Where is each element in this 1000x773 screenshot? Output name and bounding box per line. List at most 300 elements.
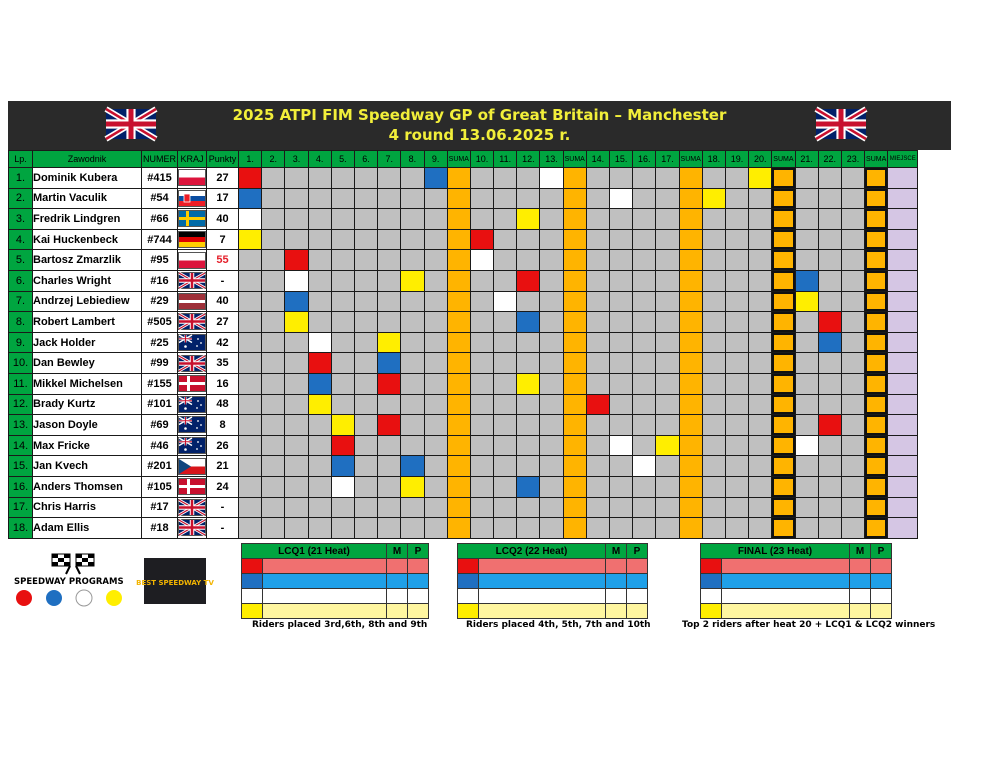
lcq2-note: Riders placed 4th, 5th, 7th and 10th	[466, 620, 651, 630]
heat-cell	[401, 394, 424, 415]
flag-gb-icon	[178, 272, 206, 289]
heat-cell	[725, 373, 748, 394]
suma-cell	[563, 415, 586, 436]
heat-cell	[725, 456, 748, 477]
heat-cell	[262, 497, 285, 518]
rider-lp: 12.	[9, 394, 33, 415]
heat-cell	[586, 394, 609, 415]
heat-cell	[494, 456, 517, 477]
heat-cell	[702, 188, 725, 209]
rider-row	[9, 353, 918, 374]
heat-cell	[540, 168, 563, 189]
rider-number: #54	[142, 188, 178, 209]
suma-cell	[772, 435, 795, 456]
heat-cell	[262, 209, 285, 230]
lcq-row	[701, 589, 892, 604]
heat-cell	[401, 373, 424, 394]
heat-cell	[401, 353, 424, 374]
lcq-p: P	[871, 544, 892, 559]
heat-cell	[586, 270, 609, 291]
heat-cell	[354, 497, 377, 518]
rider-name: Fredrik Lindgren	[33, 209, 142, 230]
col-suma: SUMA	[772, 151, 795, 168]
suma-cell	[447, 476, 470, 497]
heat-cell	[517, 291, 540, 312]
heat-cell	[818, 312, 841, 333]
heat-cell	[702, 518, 725, 539]
rider-points: 8	[207, 415, 239, 436]
heat-cell	[308, 435, 331, 456]
uk-flag-icon	[816, 109, 866, 139]
heat-cell	[401, 168, 424, 189]
place-cell	[888, 497, 918, 518]
heat-cell	[818, 209, 841, 230]
rider-row	[9, 332, 918, 353]
heat-cell	[424, 188, 447, 209]
suma-cell	[679, 435, 702, 456]
heat-cell	[239, 209, 262, 230]
heat-cell	[610, 250, 633, 271]
heat-cell	[633, 188, 656, 209]
heat-cell	[749, 373, 772, 394]
heat-cell	[239, 476, 262, 497]
heat-cell	[354, 353, 377, 374]
heat-cell	[610, 518, 633, 539]
heat-cell	[795, 332, 818, 353]
heat-cell	[239, 456, 262, 477]
heat-cell	[818, 373, 841, 394]
heat-cell	[470, 394, 493, 415]
suma-cell	[679, 168, 702, 189]
place-cell	[888, 250, 918, 271]
lcq-m: M	[387, 544, 408, 559]
suma-cell	[679, 373, 702, 394]
heat-cell	[610, 270, 633, 291]
heat-cell	[494, 476, 517, 497]
col-suma: SUMA	[679, 151, 702, 168]
heat-cell	[841, 332, 864, 353]
heat-cell	[517, 312, 540, 333]
suma-cell	[563, 312, 586, 333]
heat-cell	[331, 353, 354, 374]
results-grid	[8, 150, 918, 539]
col-heat: 7.	[378, 151, 401, 168]
heat-cell	[586, 209, 609, 230]
heat-cell	[354, 456, 377, 477]
heat-cell	[401, 435, 424, 456]
heat-cell	[401, 497, 424, 518]
heat-cell	[540, 209, 563, 230]
heat-cell	[285, 291, 308, 312]
heat-cell	[702, 332, 725, 353]
col-heat: 22.	[818, 151, 841, 168]
heat-cell	[424, 250, 447, 271]
heat-cell	[354, 188, 377, 209]
heat-cell	[331, 394, 354, 415]
heat-cell	[494, 353, 517, 374]
heat-cell	[795, 497, 818, 518]
heat-cell	[354, 394, 377, 415]
heat-cell	[308, 332, 331, 353]
heat-cell	[656, 229, 679, 250]
rider-name: Jack Holder	[33, 332, 142, 353]
heat-cell	[354, 270, 377, 291]
heat-cell	[494, 229, 517, 250]
heat-cell	[725, 270, 748, 291]
heat-cell	[749, 209, 772, 230]
rider-flag	[178, 518, 207, 539]
heat-cell	[540, 188, 563, 209]
heat-cell	[795, 188, 818, 209]
heat-cell	[285, 456, 308, 477]
rider-number: #66	[142, 209, 178, 230]
rider-number: #105	[142, 476, 178, 497]
col-heat: 15.	[610, 151, 633, 168]
rider-name: Jan Kvech	[33, 456, 142, 477]
heat-cell	[540, 250, 563, 271]
heat-cell	[262, 518, 285, 539]
heat-cell	[401, 456, 424, 477]
heat-cell	[795, 270, 818, 291]
logo-text: SPEEDWAY PROGRAMS	[14, 577, 124, 587]
heat-cell	[470, 518, 493, 539]
heat-cell	[841, 373, 864, 394]
flag-gb-icon	[178, 313, 206, 330]
suma-cell	[563, 373, 586, 394]
suma-cell	[563, 332, 586, 353]
heat-cell	[378, 456, 401, 477]
rider-points: 42	[207, 332, 239, 353]
heat-cell	[424, 497, 447, 518]
final-table	[700, 543, 892, 619]
heat-cell	[702, 250, 725, 271]
rider-row	[9, 188, 918, 209]
suma-cell	[447, 415, 470, 436]
suma-cell	[865, 209, 888, 230]
heat-cell	[354, 250, 377, 271]
heat-cell	[749, 188, 772, 209]
heat-cell	[285, 497, 308, 518]
heat-cell	[749, 168, 772, 189]
heat-cell	[517, 250, 540, 271]
heat-cell	[285, 209, 308, 230]
heat-cell	[424, 270, 447, 291]
heat-cell	[494, 394, 517, 415]
rider-lp: 13.	[9, 415, 33, 436]
checkered-flags-icon	[52, 554, 94, 574]
rider-points: 17	[207, 188, 239, 209]
heat-cell	[401, 312, 424, 333]
flag-dk-icon	[178, 375, 206, 392]
rider-number: #16	[142, 270, 178, 291]
header-row	[9, 151, 918, 168]
heat-cell	[633, 209, 656, 230]
rider-name: Kai Huckenbeck	[33, 229, 142, 250]
flag-sk-icon	[178, 190, 206, 207]
heat-cell	[239, 250, 262, 271]
heat-cell	[378, 394, 401, 415]
place-cell	[888, 312, 918, 333]
heat-cell	[749, 270, 772, 291]
rider-name: Charles Wright	[33, 270, 142, 291]
heat-cell	[725, 435, 748, 456]
heat-cell	[517, 209, 540, 230]
col-heat: 3.	[285, 151, 308, 168]
heat-cell	[818, 229, 841, 250]
heat-cell	[331, 291, 354, 312]
heat-cell	[702, 168, 725, 189]
suma-cell	[865, 270, 888, 291]
heat-cell	[749, 476, 772, 497]
heat-cell	[262, 168, 285, 189]
place-cell	[888, 353, 918, 374]
final-note: Top 2 riders after heat 20 + LCQ1 & LCQ2 winners	[682, 620, 936, 630]
heat-cell	[494, 415, 517, 436]
heat-cell	[725, 497, 748, 518]
rider-points: 27	[207, 168, 239, 189]
rider-lp: 10.	[9, 353, 33, 374]
heat-cell	[401, 518, 424, 539]
suma-cell	[772, 373, 795, 394]
heat-cell	[239, 373, 262, 394]
heat-cell	[331, 332, 354, 353]
rider-number: #101	[142, 394, 178, 415]
suma-cell	[447, 373, 470, 394]
suma-cell	[679, 270, 702, 291]
heat-cell	[470, 250, 493, 271]
heat-cell	[540, 353, 563, 374]
heat-cell	[517, 394, 540, 415]
col-number: NUMER	[142, 151, 178, 168]
rider-lp: 8.	[9, 312, 33, 333]
heat-cell	[401, 229, 424, 250]
lcq-row	[458, 604, 648, 619]
heat-cell	[494, 188, 517, 209]
heat-cell	[239, 353, 262, 374]
heat-cell	[633, 435, 656, 456]
lcq1-note: Riders placed 3rd,6th, 8th and 9th	[252, 620, 428, 630]
heat-cell	[610, 456, 633, 477]
heat-cell	[262, 250, 285, 271]
heat-cell	[262, 353, 285, 374]
heat-cell	[424, 518, 447, 539]
suma-cell	[772, 270, 795, 291]
heat-cell	[795, 291, 818, 312]
heat-cell	[586, 497, 609, 518]
suma-cell	[772, 353, 795, 374]
heat-cell	[656, 415, 679, 436]
heat-cell	[378, 168, 401, 189]
rider-points: 16	[207, 373, 239, 394]
suma-cell	[447, 291, 470, 312]
suma-cell	[563, 209, 586, 230]
heat-cell	[331, 168, 354, 189]
heat-cell	[818, 188, 841, 209]
heat-cell	[841, 312, 864, 333]
heat-cell	[285, 518, 308, 539]
heat-cell	[239, 312, 262, 333]
heat-cell	[378, 353, 401, 374]
heat-cell	[702, 394, 725, 415]
heat-cell	[656, 435, 679, 456]
rider-name: Adam Ellis	[33, 518, 142, 539]
suma-cell	[772, 518, 795, 539]
suma-cell	[563, 476, 586, 497]
heat-cell	[239, 229, 262, 250]
heat-cell	[470, 456, 493, 477]
title-banner	[8, 101, 951, 150]
rider-number: #95	[142, 250, 178, 271]
heat-cell	[586, 168, 609, 189]
heat-cell	[633, 291, 656, 312]
rider-number: #99	[142, 353, 178, 374]
heat-cell	[702, 229, 725, 250]
suma-cell	[772, 332, 795, 353]
rider-row	[9, 518, 918, 539]
suma-cell	[772, 476, 795, 497]
suma-cell	[447, 518, 470, 539]
heat-cell	[586, 229, 609, 250]
lcq-row	[701, 604, 892, 619]
suma-cell	[679, 209, 702, 230]
suma-cell	[679, 518, 702, 539]
heat-cell	[494, 291, 517, 312]
heat-cell	[841, 229, 864, 250]
rider-flag	[178, 373, 207, 394]
lcq-row	[242, 574, 429, 589]
heat-cell	[702, 435, 725, 456]
suma-cell	[865, 394, 888, 415]
col-heat: 9.	[424, 151, 447, 168]
rider-flag	[178, 188, 207, 209]
heat-cell	[633, 332, 656, 353]
rider-lp: 18.	[9, 518, 33, 539]
suma-cell	[865, 291, 888, 312]
heat-cell	[378, 476, 401, 497]
suma-cell	[447, 188, 470, 209]
col-rider: Zawodnik	[33, 151, 142, 168]
heat-cell	[308, 518, 331, 539]
heat-cell	[818, 332, 841, 353]
suma-cell	[772, 456, 795, 477]
rider-name: Max Fricke	[33, 435, 142, 456]
speedway-programs-logo	[14, 552, 134, 610]
heat-cell	[517, 332, 540, 353]
suma-cell	[865, 476, 888, 497]
heat-cell	[378, 435, 401, 456]
heat-cell	[239, 332, 262, 353]
rider-name: Dan Bewley	[33, 353, 142, 374]
heat-cell	[285, 250, 308, 271]
heat-cell	[749, 435, 772, 456]
rider-name: Dominik Kubera	[33, 168, 142, 189]
heat-cell	[702, 497, 725, 518]
rider-row	[9, 250, 918, 271]
heat-cell	[262, 332, 285, 353]
heat-cell	[239, 435, 262, 456]
heat-cell	[517, 188, 540, 209]
suma-cell	[772, 291, 795, 312]
heat-cell	[610, 332, 633, 353]
heat-cell	[470, 291, 493, 312]
heat-cell	[331, 250, 354, 271]
rider-points: 48	[207, 394, 239, 415]
suma-cell	[865, 188, 888, 209]
heat-cell	[285, 332, 308, 353]
lcq-p: P	[627, 544, 648, 559]
heat-cell	[841, 188, 864, 209]
heat-cell	[424, 168, 447, 189]
heat-cell	[586, 373, 609, 394]
heat-cell	[424, 456, 447, 477]
heat-cell	[354, 518, 377, 539]
heat-cell	[841, 168, 864, 189]
heat-cell	[540, 291, 563, 312]
suma-cell	[679, 394, 702, 415]
place-cell	[888, 435, 918, 456]
suma-cell	[563, 229, 586, 250]
rider-points: -	[207, 497, 239, 518]
flag-de-icon	[178, 231, 206, 248]
heat-cell	[818, 168, 841, 189]
rider-flag	[178, 250, 207, 271]
rider-flag	[178, 435, 207, 456]
heat-cell	[470, 476, 493, 497]
heat-cell	[424, 415, 447, 436]
suma-cell	[563, 291, 586, 312]
rider-row	[9, 456, 918, 477]
best-speedway-tv-logo	[136, 558, 214, 604]
rider-flag	[178, 209, 207, 230]
place-cell	[888, 456, 918, 477]
heat-cell	[818, 291, 841, 312]
rider-name: Andrzej Lebiediew	[33, 291, 142, 312]
heat-cell	[725, 312, 748, 333]
rider-row	[9, 435, 918, 456]
heat-cell	[470, 353, 493, 374]
lcq-row	[458, 574, 648, 589]
suma-cell	[563, 435, 586, 456]
heat-cell	[656, 188, 679, 209]
rider-flag	[178, 476, 207, 497]
flag-au-icon	[178, 416, 206, 433]
heat-cell	[354, 209, 377, 230]
heat-cell	[818, 270, 841, 291]
heat-cell	[841, 353, 864, 374]
heat-cell	[841, 435, 864, 456]
rider-row	[9, 209, 918, 230]
suma-cell	[563, 270, 586, 291]
lcq-row	[701, 574, 892, 589]
heat-cell	[818, 250, 841, 271]
heat-cell	[586, 188, 609, 209]
heat-cell	[517, 168, 540, 189]
suma-cell	[865, 415, 888, 436]
heat-cell	[610, 497, 633, 518]
heat-cell	[424, 209, 447, 230]
heat-cell	[818, 497, 841, 518]
rider-number: #25	[142, 332, 178, 353]
heat-cell	[656, 332, 679, 353]
heat-cell	[262, 456, 285, 477]
heat-cell	[610, 168, 633, 189]
suma-cell	[865, 373, 888, 394]
heat-cell	[378, 497, 401, 518]
heat-cell	[331, 373, 354, 394]
heat-cell	[749, 250, 772, 271]
col-country: KRAJ	[178, 151, 207, 168]
lcq-row	[242, 604, 429, 619]
